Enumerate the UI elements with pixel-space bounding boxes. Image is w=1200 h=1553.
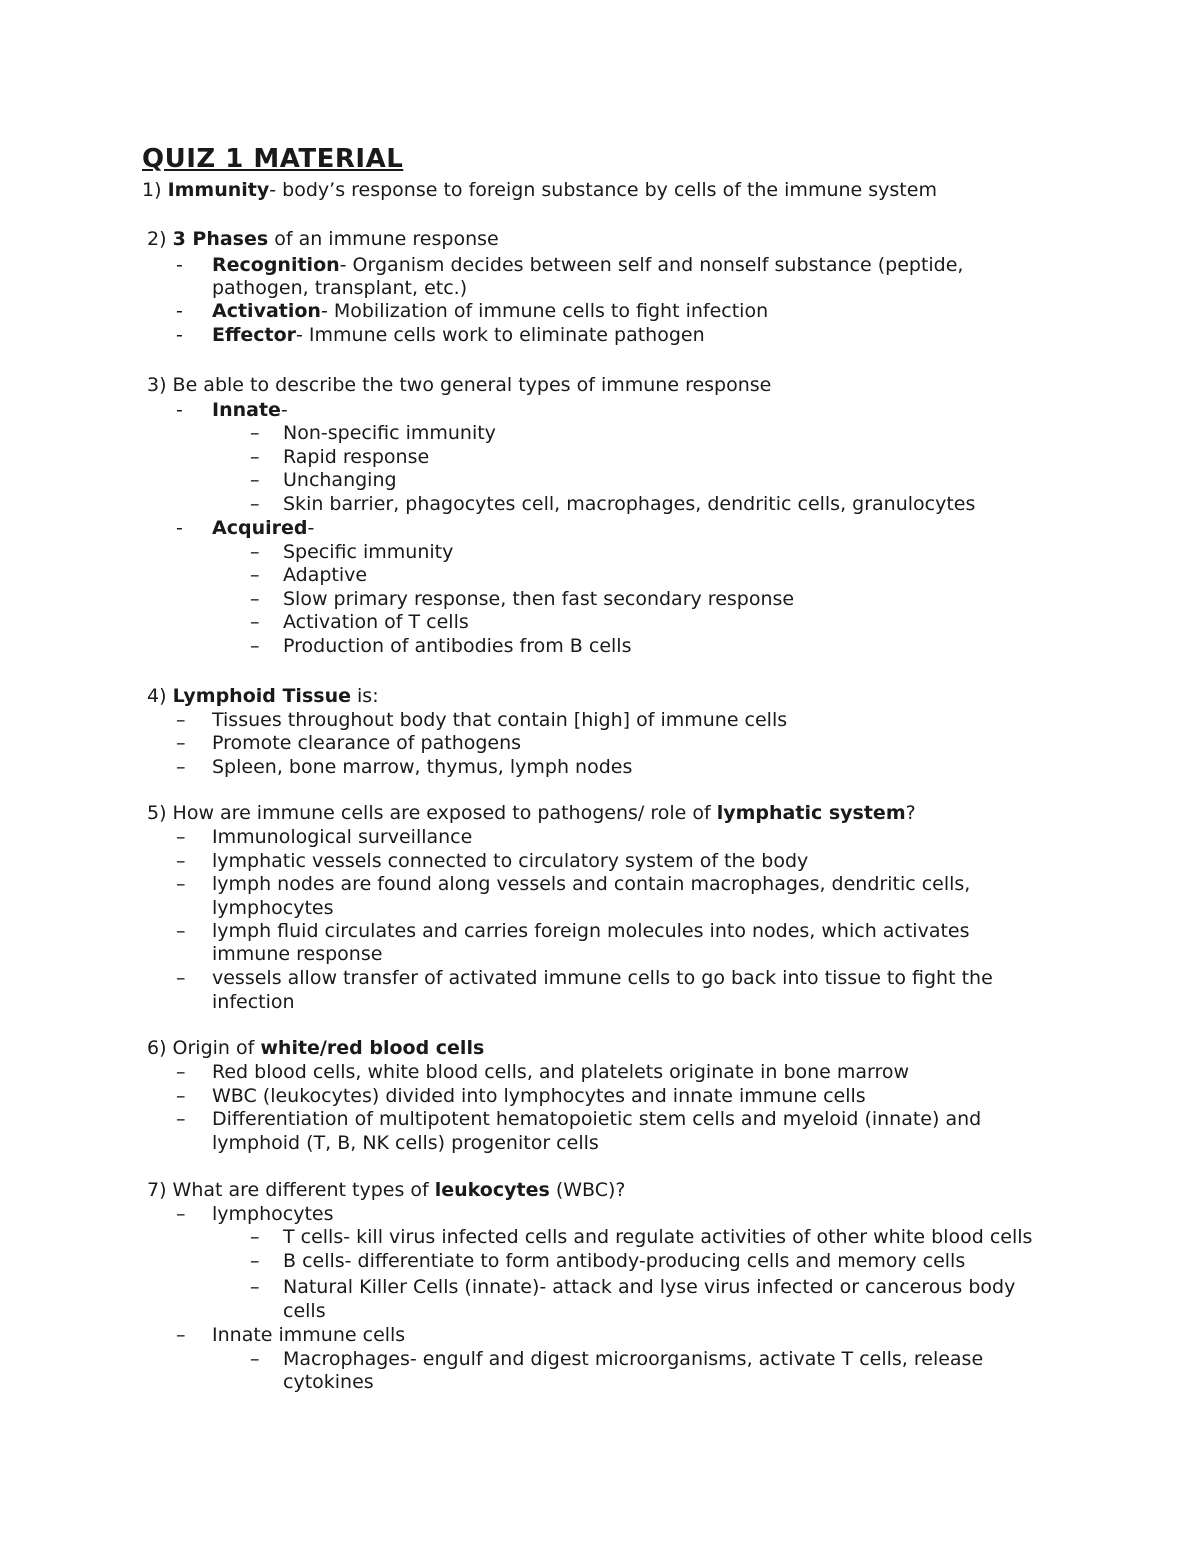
bullet-dash: – [176, 1085, 186, 1107]
q7-innate-continuation: cytokines [283, 1371, 374, 1393]
q7-innate-item: Macrophages- engulf and digest microorganisms, activate T cells, release [283, 1348, 984, 1370]
q3-acquired-item: Production of antibodies from B cells [283, 635, 632, 657]
q4-term: Lymphoid Tissue [172, 685, 351, 707]
q7-heading-post: (WBC)? [549, 1179, 626, 1201]
bullet-dash: – [176, 850, 186, 872]
q5-item: Immunological surveillance [212, 826, 473, 848]
q5-item: lymph nodes are found along vessels and contain macrophages, dendritic cells, [212, 873, 971, 895]
q2-item-activation [212, 299, 768, 323]
q1-number: 1) [142, 179, 162, 201]
q6-term: white/red blood cells [260, 1037, 485, 1059]
q7-term: leukocytes [434, 1179, 550, 1201]
bullet-dash: – [176, 967, 186, 989]
q5-item: lymphatic vessels connected to circulatory system of the body [212, 850, 809, 872]
bullet-dash: – [250, 564, 260, 586]
q1-term: Immunity [167, 179, 270, 201]
q3-acquired-heading [212, 516, 314, 540]
q2-heading [147, 227, 499, 251]
q2-item-continuation: pathogen, transplant, etc.) [212, 277, 468, 299]
q2-term: 3 Phases [172, 228, 269, 250]
bullet-dash: – [176, 756, 186, 778]
q3-innate-item: Skin barrier, phagocytes cell, macrophages, dendritic cells, granulocytes [283, 493, 976, 515]
q4-item: Tissues throughout body that contain [high] of immune cells [212, 709, 788, 731]
q6-item: Differentiation of multipotent hematopoietic stem cells and myeloid (innate) and [212, 1108, 982, 1130]
q2-number: 2) [147, 228, 167, 250]
q5-heading-post: ? [905, 802, 916, 824]
q1-line [142, 178, 937, 202]
bullet-dash: – [176, 1203, 186, 1225]
q3-innate-item: Rapid response [283, 446, 430, 468]
q6-item: Red blood cells, white blood cells, and platelets originate in bone marrow [212, 1061, 910, 1083]
q4-item: Promote clearance of pathogens [212, 732, 522, 754]
q4-item: Spleen, bone marrow, thymus, lymph nodes [212, 756, 633, 778]
q2-item-term: Effector [212, 324, 297, 346]
q7-lymphocyte-item: B cells- differentiate to form antibody-producing cells and memory cells [283, 1250, 966, 1272]
q7-heading [147, 1178, 625, 1202]
q3-acquired-item: Activation of T cells [283, 611, 469, 633]
q5-item-continuation: immune response [212, 943, 383, 965]
q3-acquired-term: Acquired [212, 517, 308, 539]
q2-item-text: - Organism decides between self and nonself substance (peptide, [339, 254, 964, 276]
bullet-dash: – [176, 873, 186, 895]
bullet-dash: – [250, 1226, 260, 1248]
q2-item-effector [212, 323, 705, 347]
bullet-dash: – [176, 826, 186, 848]
q1-definition: - body’s response to foreign substance by cells of the immune system [269, 179, 937, 201]
q5-item: lymph fluid circulates and carries foreign molecules into nodes, which activates [212, 920, 970, 942]
q3-innate-term: Innate [212, 399, 281, 421]
bullet-dash: – [176, 709, 186, 731]
q3-acquired-item: Specific immunity [283, 541, 454, 563]
bullet-dash: - [176, 324, 183, 346]
bullet-dash: – [250, 588, 260, 610]
bullet-dash: – [250, 1348, 260, 1370]
bullet-dash: – [250, 611, 260, 633]
bullet-dash: – [250, 1276, 260, 1298]
q4-number: 4) [147, 685, 167, 707]
q3-innate-item: Non-specific immunity [283, 422, 496, 444]
q7-lymphocytes-label: lymphocytes [212, 1203, 334, 1225]
bullet-dash: – [176, 920, 186, 942]
bullet-dash: – [176, 732, 186, 754]
q2-item-text: - Mobilization of immune cells to fight infection [320, 300, 769, 322]
bullet-dash: – [176, 1324, 186, 1346]
bullet-dash: – [250, 1250, 260, 1272]
q7-lymphocyte-continuation: cells [283, 1300, 326, 1322]
bullet-dash: – [176, 1061, 186, 1083]
q6-heading [147, 1036, 484, 1060]
bullet-dash: – [250, 493, 260, 515]
q2-item-term: Activation [212, 300, 321, 322]
q2-heading-rest: of an immune response [268, 228, 499, 250]
q4-heading [147, 684, 379, 708]
q3-heading: 3) Be able to describe the two general types of immune response [147, 374, 772, 396]
q3-innate-item: Unchanging [283, 469, 397, 491]
q5-item-continuation: infection [212, 991, 295, 1013]
bullet-dash: – [250, 469, 260, 491]
q5-term: lymphatic system [716, 802, 906, 824]
q2-item-recognition [212, 253, 963, 277]
q3-acquired-suffix: - [307, 517, 315, 539]
q3-acquired-item: Slow primary response, then fast secondary response [283, 588, 795, 610]
page-title: QUIZ 1 MATERIAL [142, 144, 404, 174]
bullet-dash: – [250, 635, 260, 657]
q3-acquired-item: Adaptive [283, 564, 368, 586]
q2-item-text: - Immune cells work to eliminate pathogen [296, 324, 705, 346]
bullet-dash: – [176, 1108, 186, 1130]
q6-item: WBC (leukocytes) divided into lymphocytes and innate immune cells [212, 1085, 866, 1107]
bullet-dash: - [176, 399, 183, 421]
bullet-dash: – [250, 422, 260, 444]
bullet-dash: – [250, 541, 260, 563]
q5-item: vessels allow transfer of activated immune cells to go back into tissue to fight the [212, 967, 993, 989]
q6-item-continuation: lymphoid (T, B, NK cells) progenitor cells [212, 1132, 599, 1154]
q5-heading-pre: 5) How are immune cells are exposed to pathogens/ role of [147, 802, 717, 824]
q7-innate-label: Innate immune cells [212, 1324, 406, 1346]
q5-item-continuation: lymphocytes [212, 897, 334, 919]
q7-lymphocyte-item: T cells- kill virus infected cells and regulate activities of other white blood cells [283, 1226, 1033, 1248]
q3-innate-suffix: - [280, 399, 288, 421]
q5-heading [147, 801, 916, 825]
bullet-dash: - [176, 517, 183, 539]
q7-heading-pre: 7) What are different types of [147, 1179, 435, 1201]
bullet-dash: – [250, 446, 260, 468]
q6-heading-pre: 6) Origin of [147, 1037, 261, 1059]
q4-heading-rest: is: [350, 685, 379, 707]
q7-lymphocyte-item: Natural Killer Cells (innate)- attack and lyse virus infected or cancerous body [283, 1276, 1016, 1298]
bullet-dash: - [176, 254, 183, 276]
q2-item-term: Recognition [212, 254, 340, 276]
q3-innate-heading [212, 398, 288, 422]
bullet-dash: - [176, 300, 183, 322]
